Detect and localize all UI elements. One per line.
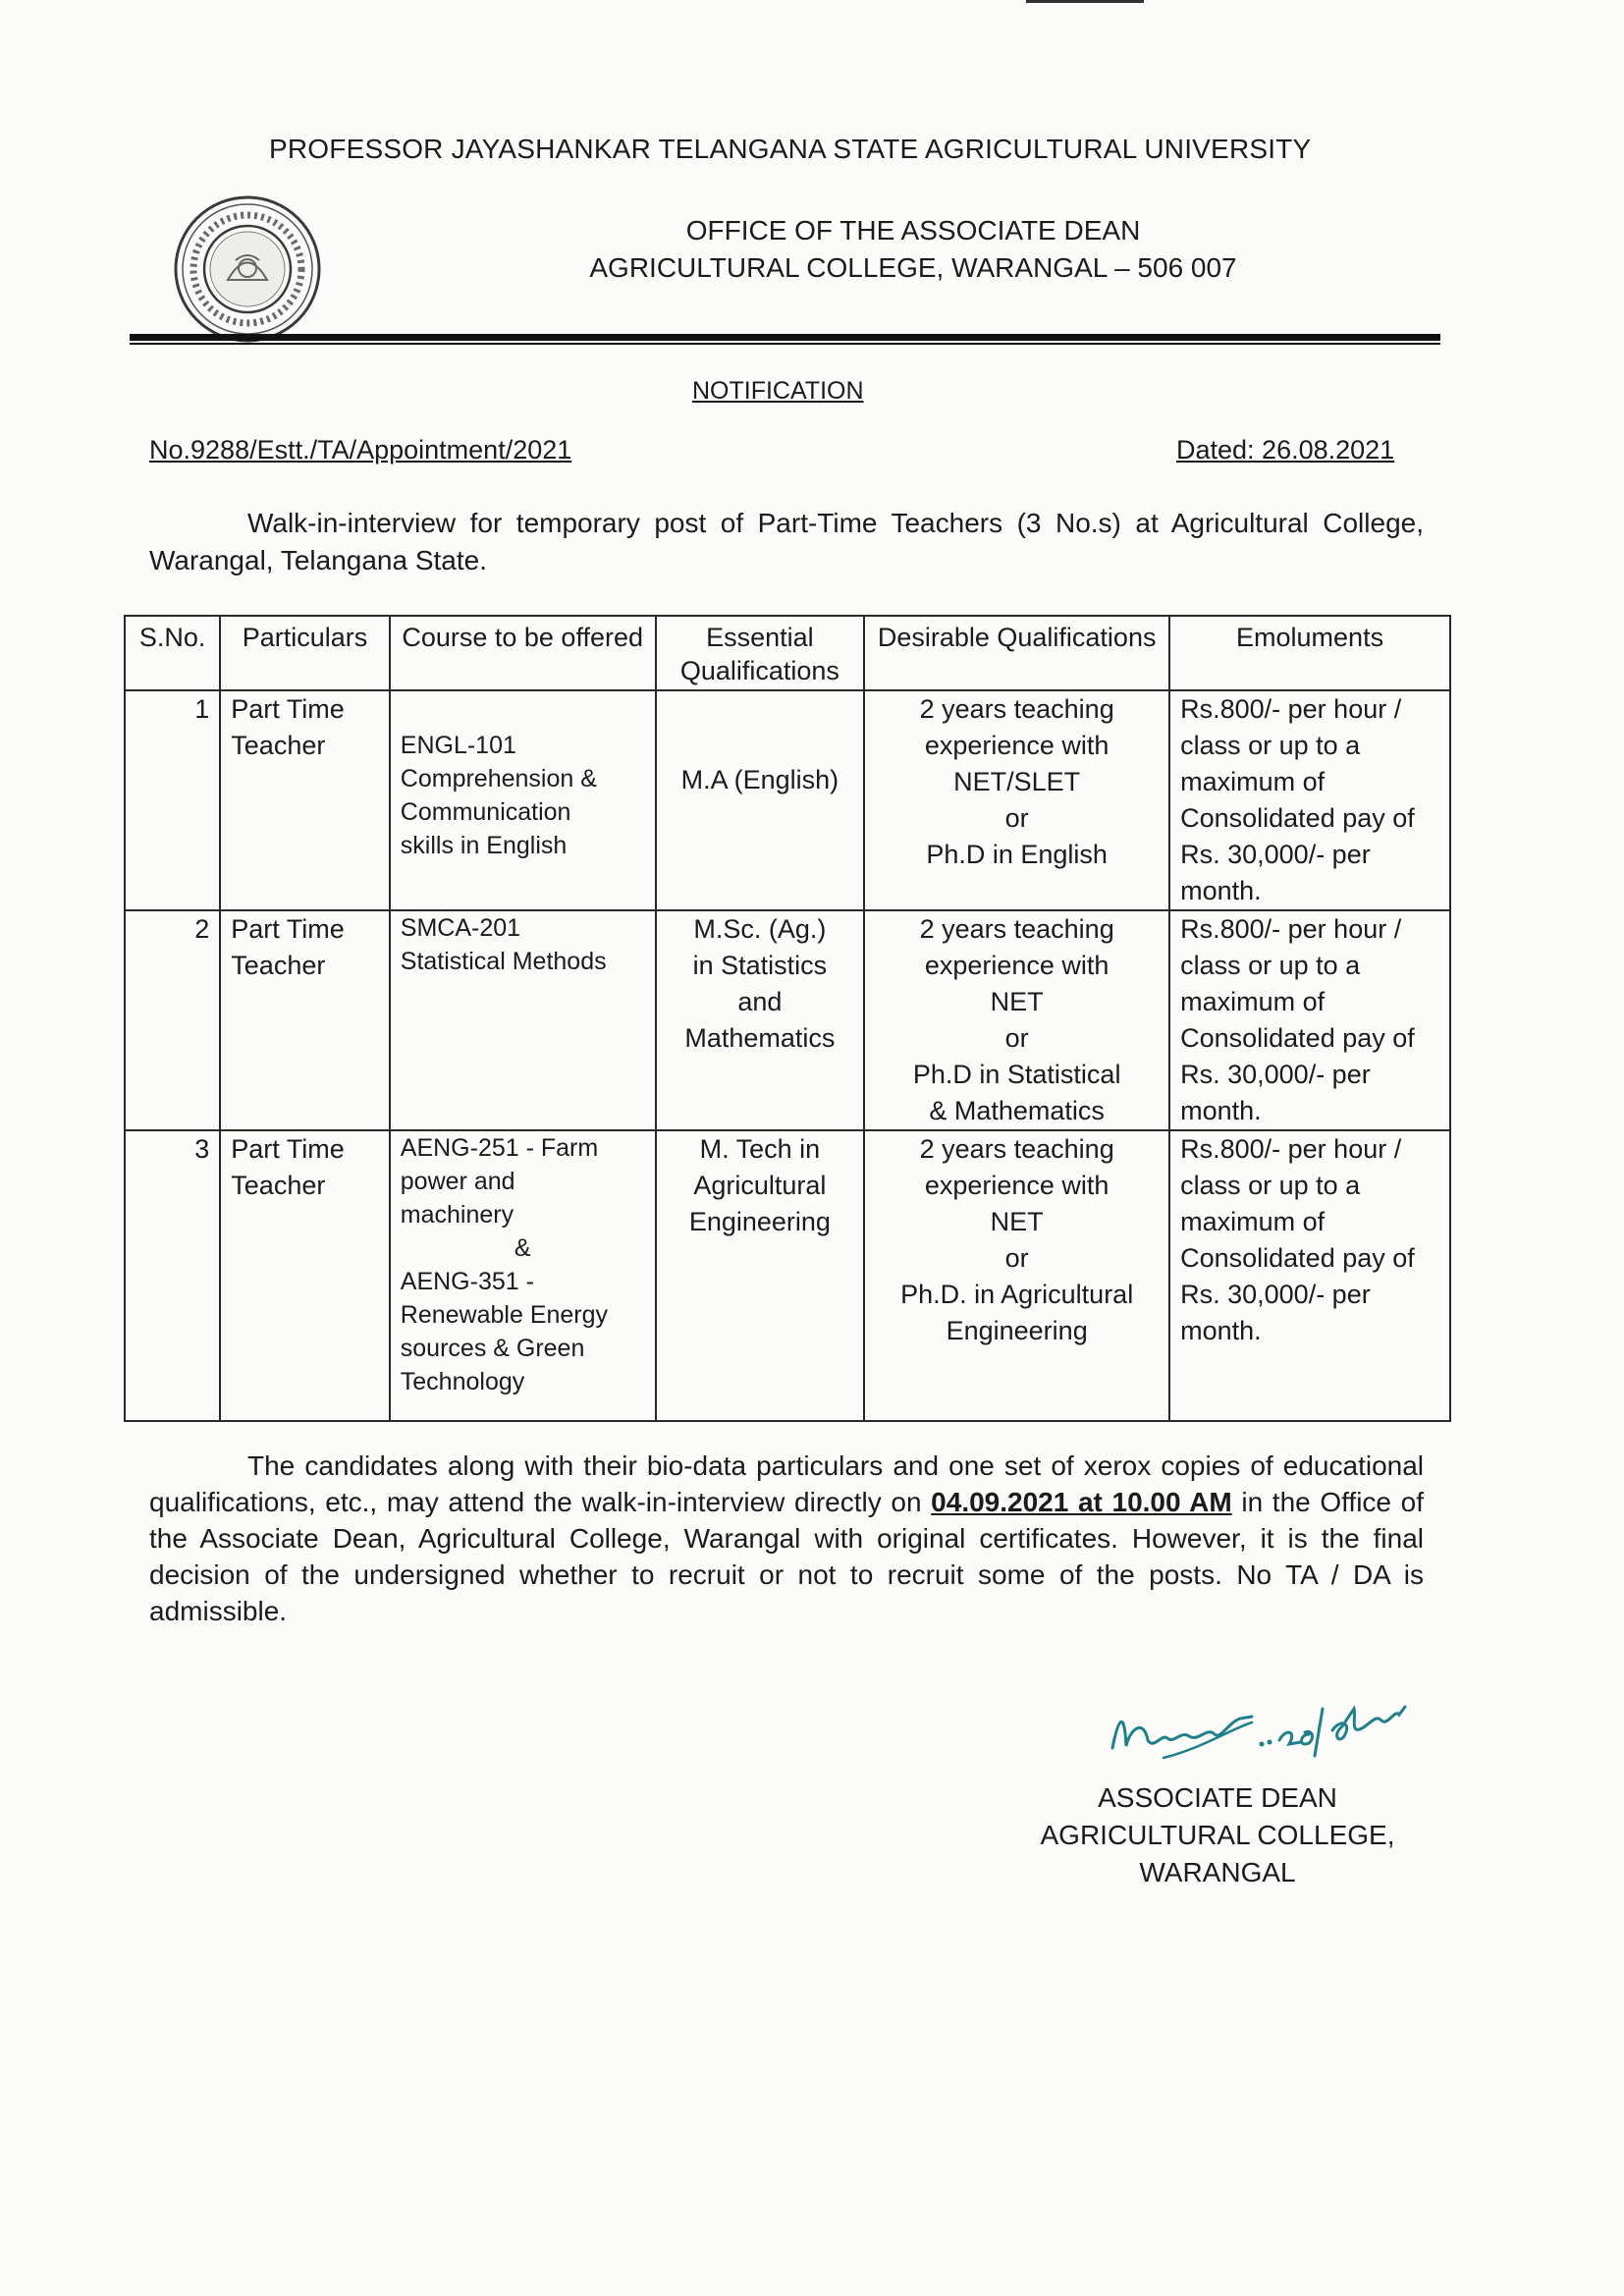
reference-number: No.9288/Estt./TA/Appointment/2021 [149, 435, 572, 465]
essential-line: M.A (English) [680, 765, 839, 794]
course-line: SMCA-201 [400, 914, 521, 942]
header-essential: Essential Qualifications [656, 616, 865, 690]
desirable-line: experience with [924, 1171, 1110, 1200]
course-line: sources & Green [400, 1335, 585, 1362]
desirable-line: Ph.D in English [926, 840, 1108, 869]
university-name: PROFESSOR JAYASHANKAR TELANGANA STATE AGRICULTURAL UNIVERSITY [269, 134, 1312, 164]
desirable-line: or [1004, 1243, 1029, 1273]
desirable-line: & Mathematics [929, 1096, 1105, 1125]
row-emoluments: Rs.800/- per hour / class or up to a maximum of Consolidated pay of Rs. 30,000/- per month. [1169, 690, 1450, 910]
header-course: Course to be offered [390, 616, 656, 690]
desirable-line: Ph.D in Statistical [912, 1060, 1121, 1089]
course-line: & [514, 1234, 531, 1262]
course-line: Comprehension & [400, 765, 597, 793]
essential-line: in Statistics [692, 951, 828, 980]
row-particulars: Part Time Teacher [220, 1130, 390, 1421]
row-particulars: Part Time Teacher [220, 910, 390, 1130]
essential-line: Agricultural [693, 1171, 827, 1200]
signatory-title: ASSOCIATE DEAN [1098, 1782, 1337, 1813]
signatory-college: AGRICULTURAL COLLEGE, [1040, 1820, 1395, 1850]
office-line-1: OFFICE OF THE ASSOCIATE DEAN [685, 215, 1141, 246]
course-line: machinery [400, 1201, 514, 1229]
row-course [390, 1130, 656, 1421]
instructions-text-start: The candidates along with their bio-data particulars and one set of xerox copies of educational qualifications, etc., may attend the walk-in-interview directly on [149, 1450, 1424, 1517]
header-particulars: Particulars [220, 616, 390, 690]
scan-mark [1026, 0, 1144, 3]
table-row [125, 690, 1450, 910]
row-essential [656, 910, 865, 1130]
desirable-line: NET [990, 1207, 1044, 1236]
course-line: AENG-251 - Farm [400, 1134, 599, 1162]
course-line: Renewable Energy [400, 1301, 609, 1329]
course-line: ENGL-101 [400, 732, 516, 759]
row-emoluments: Rs.800/- per hour / class or up to a maximum of Consolidated pay of Rs. 30,000/- per month. [1169, 1130, 1450, 1421]
header-emoluments: Emoluments [1169, 616, 1450, 690]
row-desirable [864, 1130, 1169, 1421]
handwritten-signature-icon [1105, 1679, 1468, 1787]
row-sno: 3 [125, 1130, 220, 1421]
row-course [390, 690, 656, 910]
essential-line: Mathematics [684, 1023, 836, 1053]
essential-line: and [737, 987, 783, 1016]
desirable-line: or [1004, 1023, 1029, 1053]
desirable-line: NET [990, 987, 1044, 1016]
university-seal-icon [157, 191, 344, 344]
row-desirable [864, 690, 1169, 910]
header-sno: S.No. [125, 616, 220, 690]
desirable-line: Ph.D. in Agricultural [900, 1280, 1134, 1309]
course-line: Communication [400, 798, 571, 826]
essential-line: M.Sc. (Ag.) [693, 914, 827, 944]
office-line-2: AGRICULTURAL COLLEGE, WARANGAL – 506 007 [589, 252, 1237, 283]
course-line: Technology [400, 1368, 525, 1395]
notification-date: Dated: 26.08.2021 [1176, 435, 1395, 465]
course-line: skills in English [400, 832, 568, 859]
row-essential [656, 690, 865, 910]
desirable-line: 2 years teaching [919, 1134, 1114, 1164]
row-sno: 2 [125, 910, 220, 1130]
desirable-line: or [1004, 803, 1029, 833]
posts-table [124, 615, 1451, 1422]
table-row [125, 910, 1450, 1130]
course-line: power and [400, 1168, 515, 1195]
row-sno: 1 [125, 690, 220, 910]
desirable-line: Engineering [946, 1316, 1088, 1345]
signatory-place: WARANGAL [1139, 1857, 1296, 1887]
row-essential [656, 1130, 865, 1421]
table-header-row [125, 616, 1450, 690]
office-address [579, 212, 1247, 287]
header-desirable: Desirable Qualifications [864, 616, 1169, 690]
essential-line: Engineering [688, 1207, 831, 1236]
instructions-paragraph [149, 1448, 1424, 1629]
essential-line: M. Tech in [699, 1134, 821, 1164]
signatory-block [992, 1779, 1443, 1891]
row-desirable [864, 910, 1169, 1130]
desirable-line: experience with [924, 951, 1110, 980]
desirable-line: 2 years teaching [919, 694, 1114, 724]
row-emoluments: Rs.800/- per hour / class or up to a maximum of Consolidated pay of Rs. 30,000/- per month. [1169, 910, 1450, 1130]
desirable-line: 2 years teaching [919, 914, 1114, 944]
row-particulars: Part Time Teacher [220, 690, 390, 910]
desirable-line: NET/SLET [953, 767, 1081, 796]
interview-datetime: 04.09.2021 at 10.00 AM [931, 1487, 1232, 1517]
notification-title: NOTIFICATION [692, 377, 864, 405]
row-course [390, 910, 656, 1130]
course-line: Statistical Methods [400, 948, 607, 975]
header-divider [130, 334, 1440, 341]
desirable-line: experience with [924, 731, 1110, 760]
instructions-text-end: in the Office of the Associate Dean, Agricultural College, Warangal with original certificates. However, it is the final decision of the undersigned whether to recruit or not to recruit some of the posts. No TA / DA is admissible. [149, 1487, 1424, 1626]
intro-paragraph: Walk-in-interview for temporary post of Part-Time Teachers (3 No.s) at Agricultural College, Warangal, Telangana State. [149, 508, 1424, 575]
header-divider-thin [130, 343, 1440, 345]
table-row [125, 1130, 1450, 1421]
course-line: AENG-351 - [400, 1268, 534, 1295]
